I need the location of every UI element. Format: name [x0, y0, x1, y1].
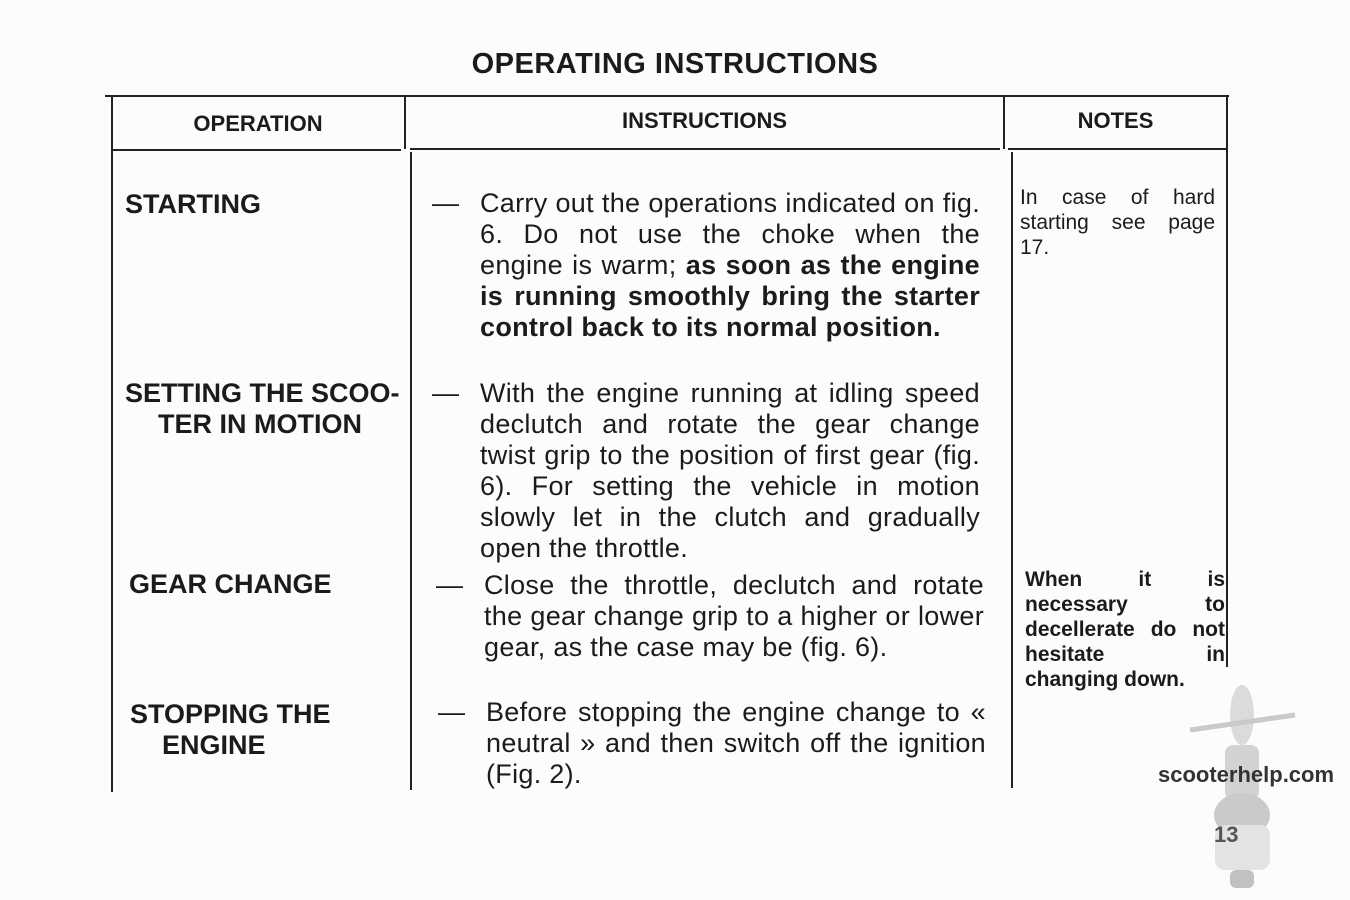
instruction-stopping-engine: Before stopping the engine change to « neutral » and then switch off the ignition (Fig. 2). — [486, 697, 986, 789]
page-number: 13 — [1214, 822, 1239, 847]
instruction-starting — [480, 188, 980, 343]
bullet-dash: — — [438, 697, 465, 727]
operation-line: STARTING — [125, 189, 261, 219]
header-rule-operation — [111, 149, 401, 151]
note-gear-change: When it is necessary to decellerate do not hesitate in changing down. — [1025, 568, 1225, 691]
operation-line: TER IN MOTION — [158, 409, 362, 439]
header-rule-notes — [1008, 148, 1226, 150]
instruction-gear-change: Close the throttle, declutch and rotate the gear change grip to a higher or lower gear, as the case may be (fig. 6). — [484, 570, 984, 662]
operation-line: STOPPING THE — [130, 699, 331, 729]
operation-starting — [125, 189, 261, 220]
header-notes: NOTES — [1077, 108, 1154, 133]
operation-gear-change — [129, 569, 332, 600]
instruction-text: Carry out the operations indicated on fig. 6. Do not use the choke when the engine is warm; — [480, 188, 980, 280]
column-rule-2-lower — [410, 152, 412, 790]
column-rule-left — [111, 97, 113, 792]
instruction-setting-in-motion: With the engine running at idling speed declutch and rotate the gear change twist grip to the position of first gear (fig. 6). For setting the vehicle in motion slowly let in the clutch and gradually open the throttle. — [480, 378, 980, 563]
operation-setting-in-motion — [125, 378, 400, 440]
operation-line: GEAR CHANGE — [129, 569, 332, 599]
bullet-dash: — — [432, 188, 459, 218]
column-rule-3-lower — [1011, 152, 1013, 788]
operation-line: SETTING THE SCOO- — [125, 378, 400, 408]
header-instructions: INSTRUCTIONS — [622, 108, 787, 133]
page-title: OPERATING INSTRUCTIONS — [471, 48, 879, 80]
operation-line: ENGINE — [162, 730, 266, 760]
bullet-dash: — — [436, 570, 463, 600]
watermark: scooterhelp.com — [1158, 762, 1335, 787]
column-rule-right — [1226, 97, 1228, 667]
note-starting: In case of hard starting see page 17. — [1020, 186, 1215, 259]
table-top-rule — [105, 95, 1229, 97]
instruction-text-bold: as soon as the engine is running smoothly bring the starter control back to its normal position. — [480, 250, 980, 342]
header-operation: OPERATION — [193, 111, 323, 136]
header-rule-instructions — [410, 148, 1000, 150]
operation-stopping-engine — [130, 699, 331, 761]
bullet-dash: — — [432, 378, 459, 408]
